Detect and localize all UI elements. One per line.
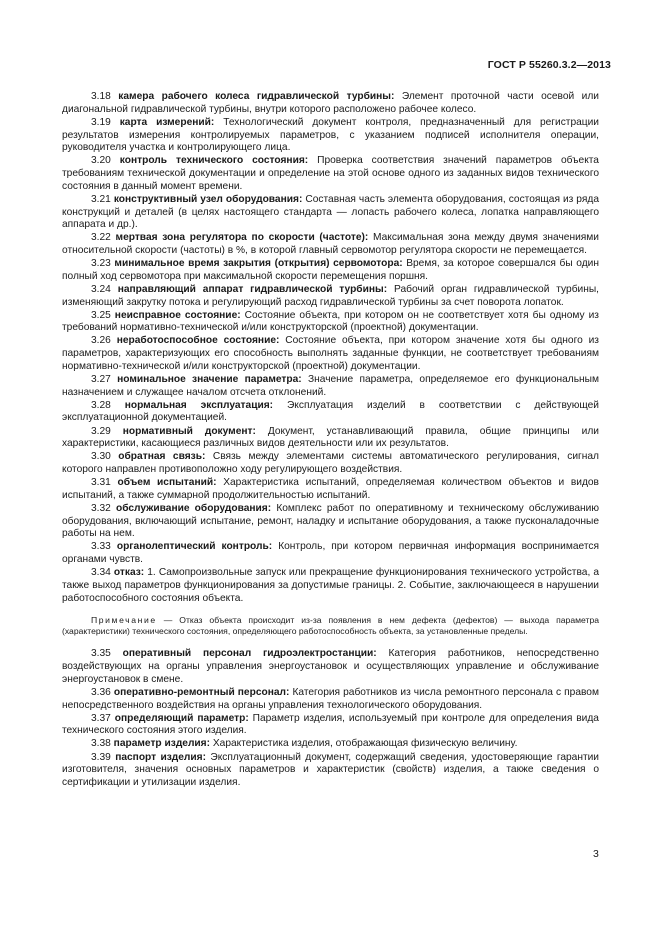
term-entry <box>62 687 599 712</box>
term-definition: Состояние объекта, при котором он не соответствует хотя бы одному из требований нормативно-технической и/или конструкторской (проектной) документации. <box>62 309 599 334</box>
term-name: оперативный персонал гидроэлектростанции: <box>122 648 377 660</box>
term-number: 3.20 <box>91 155 111 167</box>
term-name: нормативный документ: <box>122 425 256 437</box>
term-definition: Связь между элементами системы автоматического регулирования, сигнал которого направлен противоположно ходу регулирующего воздействия. <box>62 451 599 476</box>
term-name: контроль технического состояния: <box>119 155 309 167</box>
term-name: карта измерений: <box>119 116 215 128</box>
term-name: параметр изделия: <box>113 738 211 750</box>
term-number: 3.29 <box>91 425 111 437</box>
term-definition: Эксплуатационный документ, содержащий сведения, удостоверяющие гарантии изготовителя, значения основных параметров и характеристик (свойств) изделия, а также сведения о сертификации и утилизации изделия. <box>62 751 599 788</box>
terms-list-a <box>62 91 599 605</box>
term-entry <box>62 738 599 751</box>
term-definition: Характеристика испытаний, определяемая количеством объектов и видов испытаний, а также суммарной продолжительностью испытаний. <box>62 477 599 501</box>
term-definition: Время, за которое совершался бы один полный ход сервомотора при максимальной скорости перемещения поршня. <box>62 258 599 282</box>
term-name: неисправное состояние: <box>114 309 241 321</box>
term-number: 3.36 <box>91 686 111 698</box>
term-number: 3.18 <box>91 91 111 102</box>
term-number: 3.24 <box>91 283 111 295</box>
term-definition: Категория работников из числа ремонтного персонала с правом непосредственного воздействия на органы управления технологического оборудования. <box>62 686 599 711</box>
term-number: 3.19 <box>91 116 111 128</box>
term-number: 3.30 <box>91 451 111 463</box>
term-number: 3.33 <box>91 541 111 553</box>
term-entry <box>62 258 599 283</box>
term-definition: Параметр изделия, используемый при контроле для определения вида технического состояния этого изделия. <box>62 712 599 737</box>
term-entry <box>62 155 599 193</box>
term-name: паспорт изделия: <box>115 751 207 763</box>
term-number: 3.38 <box>91 738 111 750</box>
term-name: обслуживание оборудования: <box>115 502 272 514</box>
term-entry <box>62 374 599 399</box>
term-definition: 1. Самопроизвольные запуск или прекращение функционирования технического устройства, а также выход параметров функционирования за допустимые границы. 2. Событие, заключающееся в нарушении работоспособного состояния объекта. <box>62 567 599 604</box>
term-entry <box>62 752 599 790</box>
term-name: камера рабочего колеса гидравлической турбины: <box>118 91 395 102</box>
term-entry <box>62 117 599 155</box>
term-number: 3.28 <box>91 399 111 411</box>
term-entry <box>62 713 599 738</box>
term-number: 3.22 <box>91 232 111 244</box>
term-entry <box>62 451 599 476</box>
doc-code-header: ГОСТ Р 55260.3.2—2013 <box>487 59 611 71</box>
term-name: органолептический контроль: <box>116 541 273 553</box>
term-definition: Элемент проточной части осевой или диагональной гидравлической турбины, внутри которого расположено рабочее колесо. <box>62 91 599 115</box>
term-number: 3.26 <box>91 335 111 347</box>
term-number: 3.32 <box>91 502 111 514</box>
term-name: отказ: <box>113 567 145 579</box>
term-definition: Составная часть элемента оборудования, состоящая из ряда конструкций и деталей (в целях настоящего стандарта — лопасть рабочего колеса, лопатка направляющего аппарата и др.). <box>62 193 599 231</box>
term-number: 3.27 <box>91 373 111 385</box>
term-number: 3.21 <box>91 193 111 205</box>
term-name: минимальное время закрытия (открытия) сервомотора: <box>114 258 403 270</box>
term-name: объем испытаний: <box>117 477 217 489</box>
page-number: 3 <box>593 848 599 860</box>
term-entry <box>62 232 599 257</box>
term-number: 3.31 <box>91 477 111 489</box>
term-definition: Категория работников, непосредственно воздействующих на органы управления энергоустановок и осуществляющих управление и обслуживание энергоустановок в смене. <box>62 648 599 685</box>
term-definition: Рабочий орган гидравлической турбины, изменяющий закрутку потока и регулирующий расход гидравлической турбины за счет поворота лопаток. <box>62 283 600 308</box>
term-entry <box>62 400 599 425</box>
term-name: конструктивный узел оборудования: <box>113 193 303 205</box>
term-number: 3.23 <box>91 258 111 270</box>
term-definition: Состояние объекта, при котором значение хотя бы одного из параметров, характеризующих его способность выполнять заданные функции, не соответствует требованиям нормативно-технической и/или конструкторской (проектной) документации. <box>62 335 599 372</box>
terms-section <box>62 91 599 790</box>
term-number: 3.37 <box>91 712 111 724</box>
term-entry <box>62 477 599 502</box>
term-number: 3.39 <box>91 751 111 763</box>
note-paragraph <box>62 615 599 637</box>
term-name: неработоспособное состояние: <box>116 335 280 347</box>
term-definition: Документ, устанавливающий правила, общие принципы или характеристики, касающиеся различных видов деятельности или их результатов. <box>62 425 599 450</box>
term-entry <box>62 426 599 451</box>
term-entry <box>62 91 599 116</box>
term-name: оперативно-ремонтный персонал: <box>113 686 290 698</box>
term-entry <box>62 648 599 686</box>
term-name: определяющий параметр: <box>114 712 249 724</box>
term-number: 3.34 <box>91 567 111 579</box>
term-definition: Значение параметра, определяемое его функциональным назначением и служащее началом отсчета отклонений. <box>62 373 599 398</box>
term-entry <box>62 194 599 232</box>
term-number: 3.35 <box>91 648 111 660</box>
term-entry <box>62 335 599 373</box>
term-entry <box>62 567 599 605</box>
term-definition: Контроль, при котором первичная информация воспринимается органами чувств. <box>62 541 600 566</box>
note-text: Отказ объекта происходит из-за появления в нем дефекта (дефектов) — выхода параметра (характеристики) технического состояния, определяющего работоспособность объекта, за установленные пределы. <box>62 615 600 637</box>
term-name: нормальная эксплуатация: <box>124 399 274 411</box>
term-definition: Эксплуатация изделий в соответствии с действующей эксплуатационной документацией. <box>62 399 599 424</box>
term-name: направляющий аппарат гидравлической турбины: <box>117 283 388 295</box>
term-definition: Технологический документ контроля, предназначенный для регистрации результатов измерения контролируемых параметров, с указанием подписей исполнителя операции, руководителя участка и контролирующего лица. <box>62 116 600 154</box>
term-definition: Характеристика изделия, отображающая физическую величину. <box>212 738 518 750</box>
term-definition: Комплекс работ по оперативному и техническому обслуживанию оборудования, включающий испытание, ремонт, наладку и испытание оборудования, а также пусконаладочные работы на нем. <box>62 502 599 540</box>
term-entry <box>62 284 599 309</box>
term-name: номинальное значение параметра: <box>117 373 302 385</box>
term-name: обратная связь: <box>118 451 206 463</box>
terms-list-b <box>62 648 599 789</box>
term-name: мертвая зона регулятора по скорости (частоте): <box>115 232 369 244</box>
term-number: 3.25 <box>91 309 111 321</box>
note-dash: — <box>163 615 173 626</box>
term-entry <box>62 310 599 335</box>
term-definition: Максимальная зона между двумя значениями относительной скорости (частоты) в %, в которой главный сервомотор регулятора скорости не перемещается. <box>62 232 599 256</box>
note-label: Примечание <box>91 615 157 626</box>
term-entry <box>62 541 599 566</box>
term-entry <box>62 503 599 541</box>
term-definition: Проверка соответствия значений параметров объекта требованиям технической документации и определение на этой основе одного из заданных видов технического состояния в данный момент времени. <box>62 155 599 192</box>
